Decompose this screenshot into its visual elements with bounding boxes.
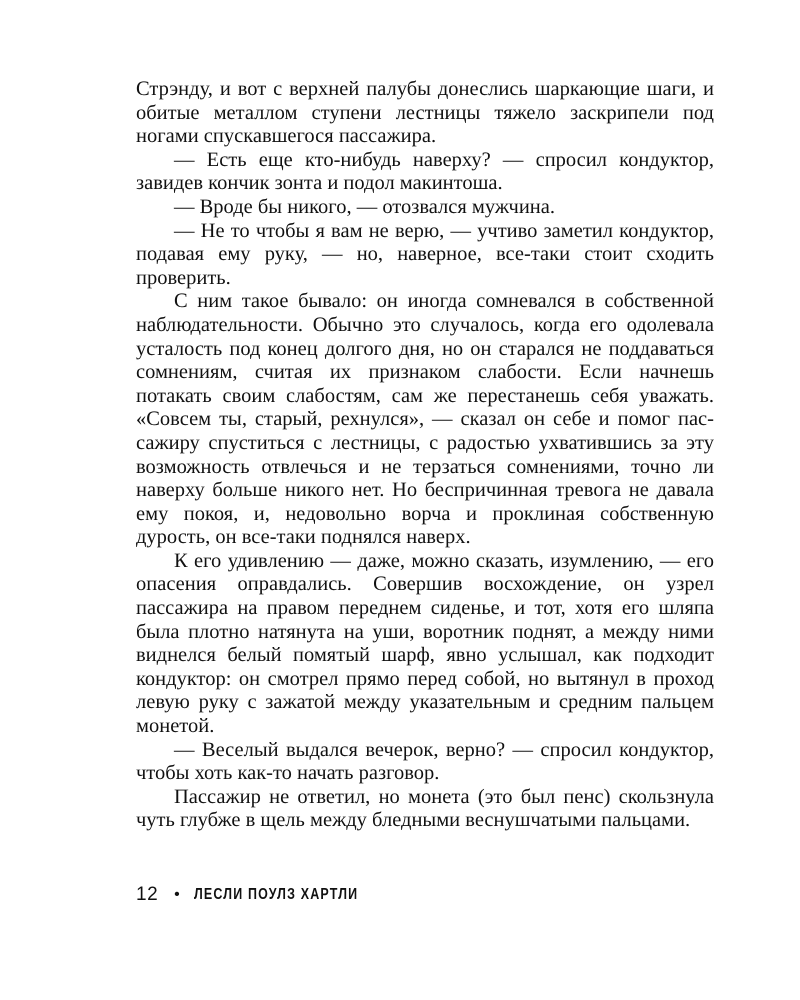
paragraph: С ним такое бывало: он иногда сомневался в собственной наблюдательности. Обычно это случалось, когда его одолевала усталость под конец долгого дня, но он старался не поддаваться сомнениям, считая их признаком слабости. Если начнешь потакать своим слабостям, сам же перестанешь себя уважать. «Совсем ты, старый, рехнулся», — сказал он себе и помог пассажиру спуститься с лестницы, с радостью ухватившись за эту возможность отвлечься и не терзаться сомнениями, точно ли наверху больше никого нет. Но беспричинная тревога не давала ему покоя, и, недовольно ворча и проклиная собственную дурость, он все-таки поднялся наверх. bbox=[136, 290, 714, 549]
paragraph-continuation: Стрэнду, и вот с верхней палубы донеслись шаркающие шаги, и обитые металлом ступени лестницы тяжело заскрипели под ногами спускавшегося пассажира. bbox=[136, 78, 714, 148]
paragraph: К его удивлению — даже, можно сказать, изумлению, — его опасения оправдались. Совершив восхождение, он узрел пассажира на правом переднем сиденье, и тот, хотя его шляпа была плотно натянута на уши, воротник поднят, а между ними виднелся белый помятый шарф, явно услышал, как подходит кондуктор: он смотрел прямо перед собой, но вытянул в проход левую руку с зажатой между указательным и средним пальцем монетой. bbox=[136, 549, 714, 738]
paragraph: — Есть еще кто-нибудь наверху? — спросил кондуктор, завидев кончик зонта и подол макинтоша. bbox=[136, 148, 714, 195]
body-text bbox=[136, 78, 714, 833]
page-number: 12 bbox=[136, 884, 159, 905]
running-head-author: ЛЕСЛИ ПОУЛЗ ХАРТЛИ bbox=[193, 886, 359, 903]
bullet-separator: • bbox=[174, 886, 180, 903]
page-footer bbox=[136, 880, 404, 910]
paragraph: — Веселый выдался вечерок, верно? — спросил кондуктор, чтобы хоть как-то начать разговор. bbox=[136, 738, 714, 785]
paragraph: — Вроде бы никого, — отозвался мужчина. bbox=[174, 195, 555, 218]
paragraph: Пассажир не ответил, но монета (это был пенс) скользнула чуть глубже в щель между бледными веснушчатыми пальцами. bbox=[136, 785, 714, 832]
paragraph: — Не то чтобы я вам не верю, — учтиво заметил кондуктор, подавая ему руку, — но, наверное, все-таки стоит сходить проверить. bbox=[136, 219, 714, 289]
